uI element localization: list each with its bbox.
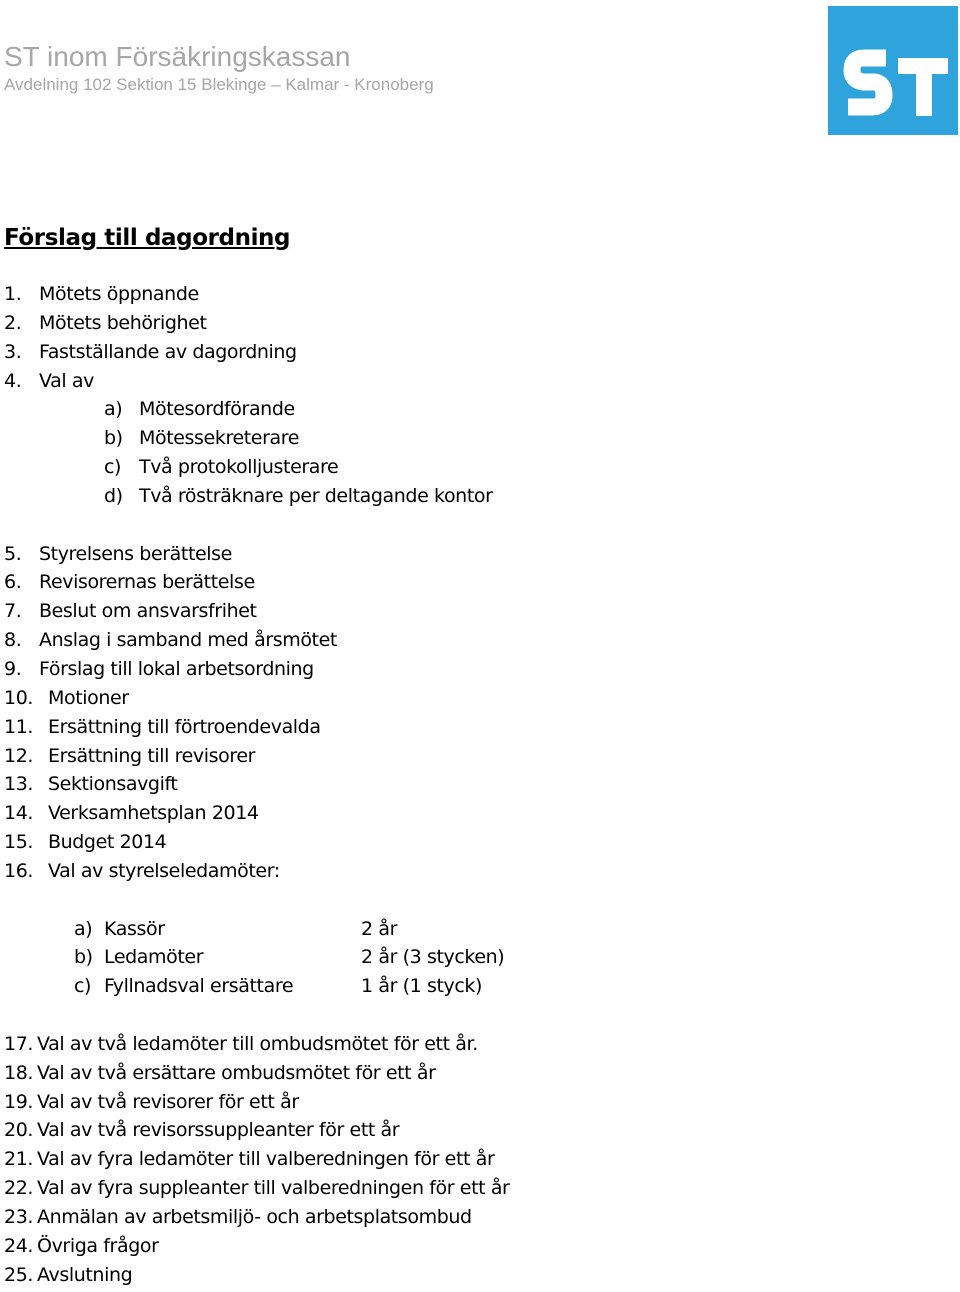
item-text: Ersättning till förtroendevalda: [48, 715, 321, 738]
item-number: 2.: [4, 311, 22, 334]
item-number: 19.: [4, 1090, 34, 1113]
agenda-subitem: [4, 915, 944, 944]
agenda-item: [4, 540, 944, 569]
item-number: 14.: [4, 802, 34, 825]
agenda-list-part-3: [4, 1030, 944, 1290]
agenda-item: [4, 338, 944, 367]
agenda-sublist-val-av: [4, 395, 944, 510]
agenda-item: [4, 626, 944, 655]
agenda-list-part-1: [4, 280, 944, 395]
st-logo-letter-t-stem: [916, 58, 932, 116]
item-number: 4.: [4, 369, 22, 392]
spacer: [4, 1001, 944, 1030]
agenda-document: [4, 220, 944, 1290]
agenda-list-part-2: [4, 540, 944, 886]
subitem-text: Ledamöter: [104, 946, 204, 969]
item-text: Styrelsens berättelse: [39, 542, 232, 565]
item-number: 1.: [4, 283, 22, 305]
item-text: Avslutning: [37, 1263, 133, 1286]
agenda-item: [4, 367, 944, 396]
agenda-item: [4, 1059, 944, 1088]
agenda-item: [4, 857, 944, 886]
item-text: Ersättning till revisorer: [48, 744, 256, 767]
agenda-item: [4, 1232, 944, 1261]
item-number: 10.: [4, 686, 34, 709]
item-number: 8.: [4, 629, 22, 652]
subitem-term: 2 år (3 stycken): [361, 946, 505, 969]
agenda-subitem: [4, 424, 944, 453]
item-number: 7.: [4, 600, 22, 623]
spacer: [4, 886, 944, 915]
item-text: Revisorernas berättelse: [39, 571, 255, 594]
agenda-item: [4, 1145, 944, 1174]
item-text: Anmälan av arbetsmiljö- och arbetsplatsombud: [37, 1206, 472, 1228]
item-text: Val av två revisorssuppleanter för ett år: [37, 1119, 400, 1142]
subitem-text: Två protokolljusterare: [139, 456, 339, 479]
agenda-subitem: [4, 482, 944, 511]
item-text: Val av två ledamöter till ombudsmötet för ett år.: [37, 1032, 478, 1055]
agenda-item: [4, 1088, 944, 1117]
subitem-letter: a): [74, 917, 93, 940]
subitem-term: 2 år: [361, 917, 397, 940]
item-number: 15.: [4, 831, 34, 854]
item-text: Val av två ersättare ombudsmötet för ett år: [37, 1061, 436, 1084]
subitem-letter: c): [104, 456, 122, 479]
item-text: Val av styrelseledamöter:: [48, 859, 280, 882]
item-number: 25.: [4, 1263, 34, 1286]
item-number: 3.: [4, 340, 22, 363]
agenda-item: [4, 684, 944, 713]
agenda-subitem: [4, 943, 944, 972]
agenda-item: [4, 1261, 944, 1290]
item-text: Val av fyra ledamöter till valberedningen för ett år: [37, 1148, 495, 1171]
item-text: Sektionsavgift: [48, 773, 178, 796]
item-number: 20.: [4, 1119, 34, 1142]
item-number: 5.: [4, 542, 22, 565]
org-name: ST inom Försäkringskassan: [4, 41, 351, 72]
agenda-item: [4, 1030, 944, 1059]
letterhead: [4, 40, 434, 96]
item-number: 18.: [4, 1061, 34, 1084]
item-number: 9.: [4, 657, 22, 680]
agenda-item: [4, 1203, 944, 1232]
agenda-item: [4, 597, 944, 626]
agenda-item: [4, 742, 944, 771]
subitem-letter: c): [74, 975, 92, 998]
item-number: 24.: [4, 1234, 34, 1257]
subitem-letter: d): [104, 484, 123, 507]
item-text: Mötets behörighet: [39, 311, 207, 334]
subitem-letter: b): [74, 946, 93, 969]
subitem-text: Kassör: [104, 917, 165, 940]
agenda-subitem: [4, 395, 944, 424]
item-number: 13.: [4, 773, 34, 796]
item-text: Motioner: [48, 686, 129, 709]
item-text: Förslag till lokal arbetsordning: [39, 657, 314, 680]
item-text: Budget 2014: [48, 831, 167, 854]
subitem-text: Två rösträknare per deltagande kontor: [139, 484, 493, 507]
item-number: 17.: [4, 1032, 34, 1055]
org-subtitle: Avdelning 102 Sektion 15 Blekinge – Kalmar - Kronoberg: [4, 75, 434, 94]
subitem-letter: a): [104, 398, 123, 421]
item-number: 22.: [4, 1177, 34, 1200]
item-text: Beslut om ansvarsfrihet: [39, 600, 257, 623]
subitem-text: Mötesordförande: [139, 398, 295, 421]
agenda-item: [4, 309, 944, 338]
agenda-item: [4, 713, 944, 742]
agenda-item: [4, 655, 944, 684]
item-text: Val av fyra suppleanter till valberedningen för ett år: [37, 1177, 510, 1200]
item-number: 16.: [4, 859, 34, 882]
item-number: 23.: [4, 1206, 34, 1228]
item-text: Fastställande av dagordning: [39, 340, 297, 363]
agenda-item: [4, 280, 944, 309]
agenda-item: [4, 1174, 944, 1203]
st-logo-icon: [828, 6, 958, 135]
item-number: 12.: [4, 744, 34, 767]
agenda-sublist-styrelseledamoter: [4, 915, 944, 1002]
item-text: Anslag i samband med årsmötet: [39, 629, 337, 652]
subitem-term: 1 år (1 styck): [361, 975, 483, 998]
spacer: [4, 511, 944, 540]
st-logo-letter-s: [848, 58, 886, 107]
item-number: 6.: [4, 571, 22, 594]
item-text: Övriga frågor: [37, 1234, 159, 1257]
item-number: 21.: [4, 1148, 34, 1171]
item-text: Val av två revisorer för ett år: [37, 1090, 299, 1113]
agenda-item: [4, 1116, 944, 1145]
agenda-item: [4, 799, 944, 828]
subitem-text: Mötessekreterare: [139, 427, 300, 450]
subitem-text: Fyllnadsval ersättare: [104, 975, 294, 998]
agenda-subitem: [4, 453, 944, 482]
agenda-item: [4, 568, 944, 597]
agenda-item: [4, 770, 944, 799]
subitem-letter: b): [104, 427, 123, 450]
item-text: Verksamhetsplan 2014: [48, 802, 259, 825]
item-text: Mötets öppnande: [39, 283, 199, 305]
item-number: 11.: [4, 715, 34, 738]
document-title: Förslag till dagordning: [4, 225, 291, 251]
agenda-item: [4, 828, 944, 857]
agenda-subitem: [4, 972, 944, 1001]
item-text: Val av: [39, 369, 94, 392]
